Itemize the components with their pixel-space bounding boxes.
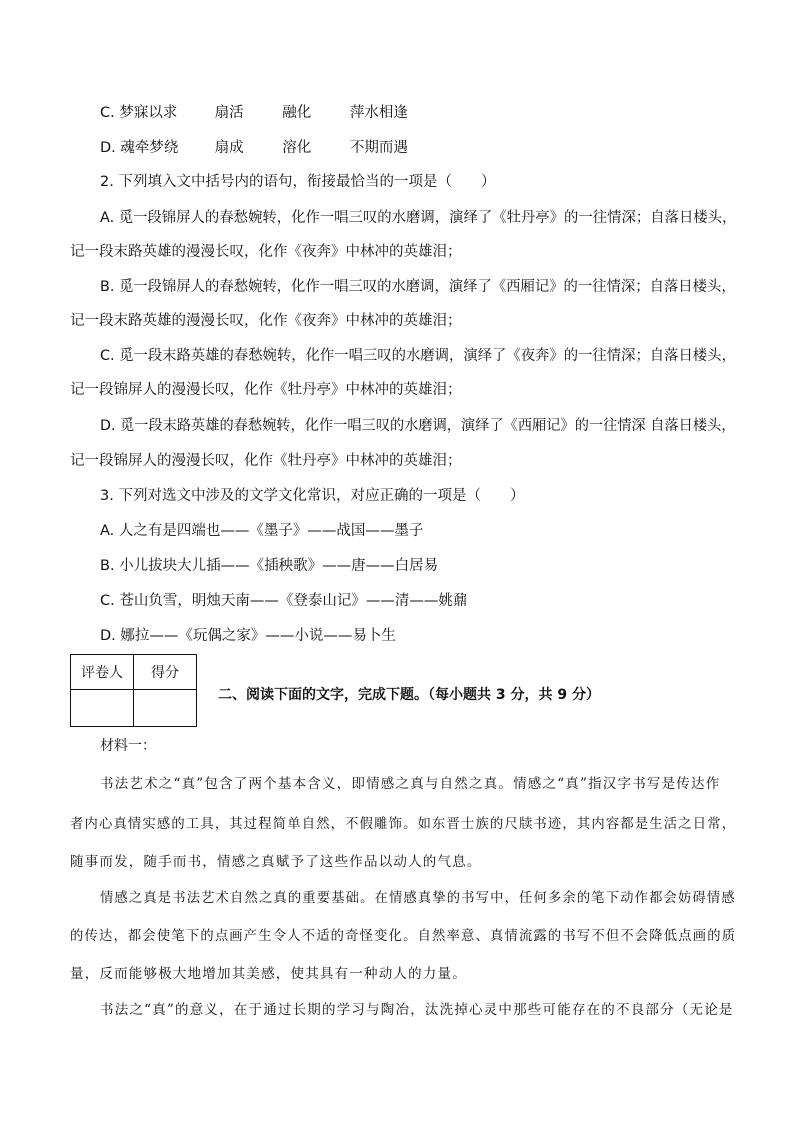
score-table <box>70 654 197 727</box>
q3-option-a: A. 人之有是四端也——《墨子》——战国——墨子 <box>100 523 424 539</box>
q1-c-word3: 融化 <box>282 105 312 121</box>
material-p1-line3: 随事而发，随手而书，情感之真赋予了这些作品以动人的气息。 <box>70 854 482 870</box>
q3-option-c: C. 苍山负雪，明烛天南——《登泰山记》——清——姚鼐 <box>100 593 468 609</box>
q2-option-d-line2: 记一段锦屏人的漫漫长叹，化作《牡丹亭》中林冲的英雄泪； <box>70 453 462 469</box>
q1-option-c <box>100 103 408 123</box>
grader-header: 评卷人 <box>71 655 134 690</box>
q2-stem: 2. 下列填入文中括号内的语句，衔接最恰当的一项是（ ） <box>100 174 496 190</box>
q2-option-c-line1: C. 觅一段末路英雄的春愁婉转，化作一唱三叹的水磨调，演绎了《夜奔》的一往情深；自落日楼头， <box>100 348 736 364</box>
material-p2-line2: 的传达，都会使笔下的点画产生令人不适的奇怪变化。自然率意、真情流露的书写不但不会降低点画的质 <box>70 928 737 944</box>
q2-option-b-line1: B. 觅一段锦屏人的春愁婉转，化作一唱三叹的水磨调，演绎了《西厢记》的一往情深；自落日楼头， <box>100 279 736 295</box>
material-p2-line1: 情感之真是书法艺术自然之真的重要基础。在情感真挚的书写中，任何多余的笔下动作都会妨碍情感 <box>100 890 736 906</box>
q1-d-word3: 溶化 <box>282 140 312 156</box>
q3-stem: 3. 下列对选文中涉及的文学文化常识，对应正确的一项是（ ） <box>100 488 525 504</box>
score-cell <box>134 690 197 727</box>
q1-c-word4: 萍水相逢 <box>349 105 408 121</box>
grader-cell <box>71 690 134 727</box>
q2-option-c-line2: 记一段锦屏人的漫漫长叹，化作《牡丹亭》中林冲的英雄泪； <box>70 382 462 398</box>
material-p2-line3: 量，反而能够极大地增加其美感，使其具有一种动人的力量。 <box>70 966 467 982</box>
q2-option-d-line1: D. 觅一段末路英雄的春愁婉转，化作一唱三叹的水磨调，演绎了《西厢记》的一往情深 自落日楼头， <box>100 418 736 434</box>
q3-option-b: B. 小儿拔块大儿插——《插秧歌》——唐——白居易 <box>100 558 439 574</box>
q1-d-word2: 扇成 <box>214 140 244 156</box>
q1-d-word1: D. 魂牵梦绕 <box>100 140 179 156</box>
q3-option-d: D. 娜拉——《玩偶之家》——小说——易卜生 <box>100 628 396 644</box>
q1-option-d <box>100 138 408 158</box>
material-p1-line1: 书法艺术之“真”包含了两个基本含义，即情感之真与自然之真。情感之“真”指汉字书写是传达作 <box>100 776 721 792</box>
q1-c-word2: 扇活 <box>214 105 244 121</box>
material-p1-line2: 者内心真情实感的工具，其过程简单自然，不假雕饰。如东晋士族的尺牍书迹，其内容都是生活之日常， <box>70 816 737 832</box>
score-header: 得分 <box>134 655 197 690</box>
q2-option-a-line1: A. 觅一段锦屏人的春愁婉转，化作一唱三叹的水磨调，演绎了《牡丹亭》的一往情深；自落日楼头， <box>100 210 737 226</box>
q2-option-a-line2: 记一段末路英雄的漫漫长叹，化作《夜奔》中林冲的英雄泪； <box>70 244 462 260</box>
material-p3-line1: 书法之“真”的意义，在于通过长期的学习与陶冶，汰洗掉心灵中那些可能存在的不良部分（无论是 <box>100 1002 734 1018</box>
material-heading: 材料一： <box>100 738 156 754</box>
q1-d-word4: 不期而遇 <box>349 140 408 156</box>
section-2-title: 二、阅读下面的文字，完成下题。（每小题共 3 分，共 9 分） <box>218 687 600 703</box>
q2-option-b-line2: 记一段末路英雄的漫漫长叹，化作《夜奔》中林冲的英雄泪； <box>70 313 462 329</box>
q1-c-word1: C. 梦寐以求 <box>100 105 178 121</box>
